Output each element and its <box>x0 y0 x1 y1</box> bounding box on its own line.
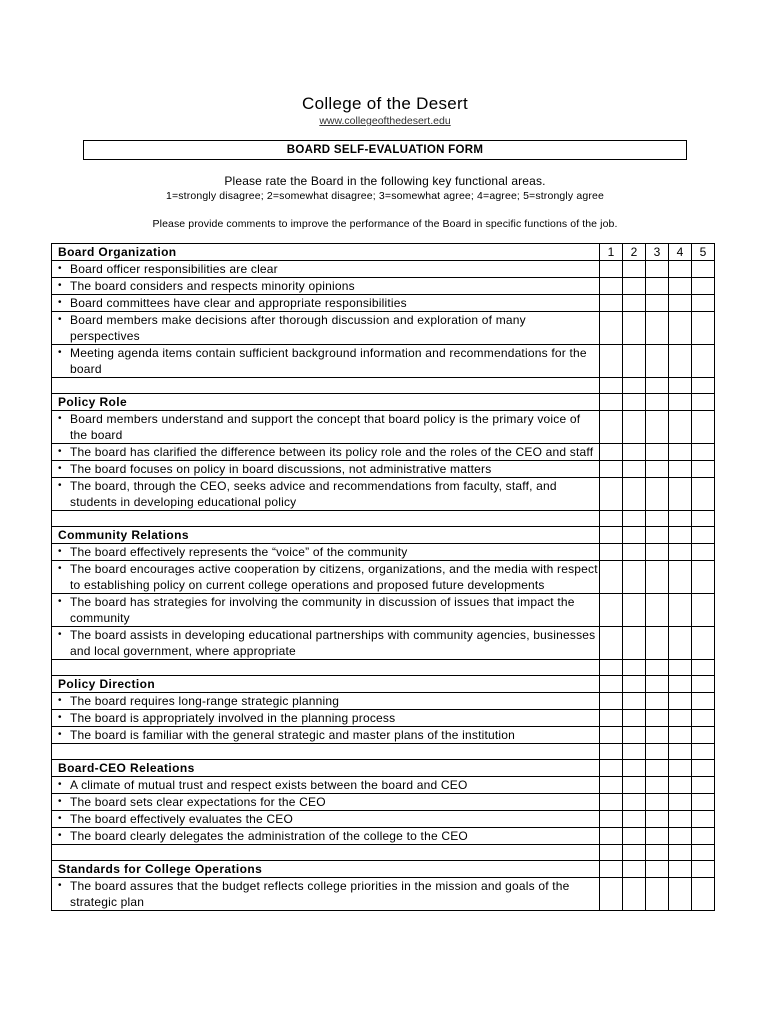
rating-cell[interactable] <box>669 295 692 312</box>
rating-cell[interactable] <box>623 527 646 544</box>
rating-cell[interactable] <box>669 878 692 911</box>
bullet-icon: • <box>58 446 62 457</box>
blank-row <box>52 511 715 527</box>
criterion-cell <box>52 710 600 727</box>
rating-cell[interactable] <box>669 676 692 693</box>
rating-cell[interactable] <box>692 278 715 295</box>
rating-cell[interactable] <box>669 861 692 878</box>
rating-cell[interactable] <box>600 478 623 511</box>
rating-cell[interactable] <box>623 845 646 861</box>
blank-cell <box>52 845 600 861</box>
bullet-icon: • <box>58 280 62 291</box>
rating-cell[interactable] <box>600 295 623 312</box>
bullet-icon: • <box>58 813 62 824</box>
rating-cell[interactable] <box>692 394 715 411</box>
rating-cell[interactable] <box>692 660 715 676</box>
rating-cell[interactable] <box>692 760 715 777</box>
rating-cell[interactable] <box>692 861 715 878</box>
rating-cell[interactable] <box>600 676 623 693</box>
rating-cell[interactable] <box>646 693 669 710</box>
rating-cell[interactable] <box>692 811 715 828</box>
criterion-text: The board encourages active cooperation by citizens, organizations, and the media with respect to establishing policy on current college operations and proposed future developments <box>70 562 598 592</box>
rating-cell[interactable] <box>646 411 669 444</box>
criterion-cell <box>52 278 600 295</box>
rating-cell[interactable] <box>669 727 692 744</box>
rating-cell[interactable] <box>646 527 669 544</box>
bullet-icon: • <box>58 695 62 706</box>
rating-cell[interactable] <box>692 693 715 710</box>
criterion-row <box>52 627 715 660</box>
bullet-icon: • <box>58 413 62 424</box>
rating-cell[interactable] <box>692 561 715 594</box>
rating-cell[interactable] <box>646 261 669 278</box>
criterion-cell <box>52 295 600 312</box>
criterion-text: The board focuses on policy in board discussions, not administrative matters <box>70 462 492 476</box>
rating-cell[interactable] <box>692 478 715 511</box>
criterion-row <box>52 828 715 845</box>
criterion-row <box>52 878 715 911</box>
rating-cell[interactable] <box>646 777 669 794</box>
rating-cell[interactable] <box>600 710 623 727</box>
rating-cell[interactable] <box>692 878 715 911</box>
criterion-row <box>52 811 715 828</box>
criterion-row <box>52 594 715 627</box>
rating-cell[interactable] <box>600 760 623 777</box>
rating-cell[interactable] <box>692 676 715 693</box>
criterion-cell <box>52 693 600 710</box>
rating-cell[interactable] <box>646 811 669 828</box>
bullet-icon: • <box>58 314 62 325</box>
bullet-icon: • <box>58 729 62 740</box>
rating-cell[interactable] <box>646 295 669 312</box>
section-title: Community Relations <box>52 527 600 544</box>
criterion-text: Board committees have clear and appropriate responsibilities <box>70 296 407 310</box>
form-title: BOARD SELF-EVALUATION FORM <box>83 140 687 160</box>
criterion-row <box>52 312 715 345</box>
rating-cell[interactable] <box>600 394 623 411</box>
rating-cell[interactable] <box>669 278 692 295</box>
rating-cell[interactable] <box>669 261 692 278</box>
rating-cell[interactable] <box>692 261 715 278</box>
rating-cell[interactable] <box>600 278 623 295</box>
section-title: Policy Role <box>52 394 600 411</box>
criterion-cell <box>52 627 600 660</box>
rating-cell[interactable] <box>600 794 623 811</box>
rating-cell[interactable] <box>646 345 669 378</box>
rating-cell[interactable] <box>692 295 715 312</box>
rating-cell[interactable] <box>623 544 646 561</box>
rating-cell[interactable] <box>600 693 623 710</box>
rating-cell[interactable] <box>600 527 623 544</box>
criterion-cell <box>52 261 600 278</box>
rating-cell[interactable] <box>692 444 715 461</box>
criterion-text: Meeting agenda items contain sufficient background information and recommendations for the board <box>70 346 587 376</box>
rating-cell[interactable] <box>669 710 692 727</box>
blank-cell <box>52 378 600 394</box>
bullet-icon: • <box>58 712 62 723</box>
rating-cell[interactable] <box>600 461 623 478</box>
section-header-row <box>52 676 715 693</box>
rating-cell[interactable] <box>669 378 692 394</box>
rating-cell[interactable] <box>646 378 669 394</box>
section-header-row <box>52 244 715 261</box>
criterion-row <box>52 544 715 561</box>
criterion-row <box>52 345 715 378</box>
criterion-cell <box>52 794 600 811</box>
criterion-text: The board sets clear expectations for the CEO <box>70 795 326 809</box>
rating-cell[interactable] <box>646 627 669 660</box>
criterion-text: The board clearly delegates the administration of the college to the CEO <box>70 829 468 843</box>
rating-cell[interactable] <box>669 394 692 411</box>
criterion-cell <box>52 411 600 444</box>
criterion-text: The board requires long-range strategic planning <box>70 694 340 708</box>
criterion-row <box>52 710 715 727</box>
rating-cell[interactable] <box>646 278 669 295</box>
criterion-row <box>52 478 715 511</box>
rating-cell[interactable] <box>669 794 692 811</box>
rating-column-header: 5 <box>692 244 715 261</box>
rating-cell[interactable] <box>623 378 646 394</box>
rating-cell[interactable] <box>646 794 669 811</box>
rating-cell[interactable] <box>669 345 692 378</box>
rating-cell[interactable] <box>646 511 669 527</box>
rating-cell[interactable] <box>646 828 669 845</box>
rating-cell[interactable] <box>669 627 692 660</box>
rating-cell[interactable] <box>669 478 692 511</box>
criterion-text: The board, through the CEO, seeks advice and recommendations from faculty, staff, and students in developing educational policy <box>70 479 557 509</box>
criterion-text: Board officer responsibilities are clear <box>70 262 278 276</box>
rating-cell[interactable] <box>623 710 646 727</box>
rating-cell[interactable] <box>669 660 692 676</box>
rating-cell[interactable] <box>646 878 669 911</box>
criterion-cell <box>52 444 600 461</box>
section-title: Standards for College Operations <box>52 861 600 878</box>
rating-cell[interactable] <box>669 845 692 861</box>
rating-cell[interactable] <box>600 594 623 627</box>
criterion-row <box>52 411 715 444</box>
rating-cell[interactable] <box>623 394 646 411</box>
section-header-row <box>52 861 715 878</box>
rating-instructions: Please rate the Board in the following key functional areas. <box>224 174 546 188</box>
rating-column-header: 2 <box>623 244 646 261</box>
criterion-text: The board effectively evaluates the CEO <box>70 812 294 826</box>
section-header-row <box>52 760 715 777</box>
rating-cell[interactable] <box>600 312 623 345</box>
rating-cell[interactable] <box>669 594 692 627</box>
rating-cell[interactable] <box>623 411 646 444</box>
criterion-cell <box>52 561 600 594</box>
criterion-cell <box>52 461 600 478</box>
rating-cell[interactable] <box>623 444 646 461</box>
rating-cell[interactable] <box>600 561 623 594</box>
rating-cell[interactable] <box>646 660 669 676</box>
rating-cell[interactable] <box>623 261 646 278</box>
rating-cell[interactable] <box>623 461 646 478</box>
rating-cell[interactable] <box>692 777 715 794</box>
criterion-cell <box>52 312 600 345</box>
rating-cell[interactable] <box>692 527 715 544</box>
bullet-icon: • <box>58 629 62 640</box>
criterion-row <box>52 777 715 794</box>
rating-cell[interactable] <box>646 594 669 627</box>
rating-cell[interactable] <box>669 777 692 794</box>
rating-cell[interactable] <box>692 744 715 760</box>
bullet-icon: • <box>58 546 62 557</box>
bullet-icon: • <box>58 563 62 574</box>
criterion-row <box>52 561 715 594</box>
rating-cell[interactable] <box>669 811 692 828</box>
rating-cell[interactable] <box>600 627 623 660</box>
rating-cell[interactable] <box>623 727 646 744</box>
rating-cell[interactable] <box>646 676 669 693</box>
rating-cell[interactable] <box>669 411 692 444</box>
criterion-row <box>52 461 715 478</box>
rating-cell[interactable] <box>646 394 669 411</box>
rating-cell[interactable] <box>600 444 623 461</box>
rating-cell[interactable] <box>623 676 646 693</box>
section-header-row <box>52 394 715 411</box>
rating-cell[interactable] <box>646 478 669 511</box>
bullet-icon: • <box>58 796 62 807</box>
criterion-row <box>52 727 715 744</box>
rating-cell[interactable] <box>646 561 669 594</box>
blank-cell <box>52 744 600 760</box>
rating-cell[interactable] <box>669 828 692 845</box>
rating-column-header: 3 <box>646 244 669 261</box>
criterion-text: The board effectively represents the “voice” of the community <box>70 545 408 559</box>
rating-cell[interactable] <box>600 511 623 527</box>
rating-cell[interactable] <box>692 845 715 861</box>
rating-cell[interactable] <box>623 561 646 594</box>
rating-cell[interactable] <box>623 295 646 312</box>
rating-cell[interactable] <box>692 511 715 527</box>
criterion-cell <box>52 777 600 794</box>
rating-cell[interactable] <box>623 511 646 527</box>
criterion-row <box>52 693 715 710</box>
comments-note: Please provide comments to improve the performance of the Board in specific functions of the job. <box>152 218 618 230</box>
rating-cell[interactable] <box>600 411 623 444</box>
rating-cell[interactable] <box>692 544 715 561</box>
bullet-icon: • <box>58 463 62 474</box>
rating-cell[interactable] <box>600 544 623 561</box>
rating-cell[interactable] <box>623 478 646 511</box>
rating-column-header: 4 <box>669 244 692 261</box>
criterion-cell <box>52 727 600 744</box>
section-title: Board Organization <box>52 244 600 261</box>
rating-cell[interactable] <box>646 544 669 561</box>
rating-cell[interactable] <box>669 527 692 544</box>
rating-cell[interactable] <box>646 760 669 777</box>
rating-cell[interactable] <box>692 794 715 811</box>
rating-cell[interactable] <box>600 261 623 278</box>
rating-cell[interactable] <box>600 345 623 378</box>
rating-cell[interactable] <box>692 828 715 845</box>
criterion-cell <box>52 878 600 911</box>
rating-cell[interactable] <box>600 744 623 760</box>
blank-row <box>52 845 715 861</box>
criterion-row <box>52 295 715 312</box>
bullet-icon: • <box>58 880 62 891</box>
section-title: Policy Direction <box>52 676 600 693</box>
rating-column-header: 1 <box>600 244 623 261</box>
rating-cell[interactable] <box>692 727 715 744</box>
rating-cell[interactable] <box>646 861 669 878</box>
bullet-icon: • <box>58 297 62 308</box>
college-url-link[interactable]: www.collegeofthedesert.edu <box>319 115 451 127</box>
criterion-row <box>52 444 715 461</box>
rating-cell[interactable] <box>669 760 692 777</box>
rating-scale-legend: 1=strongly disagree; 2=somewhat disagree; 3=somewhat agree; 4=agree; 5=strongly agree <box>166 190 604 202</box>
criterion-row <box>52 261 715 278</box>
rating-cell[interactable] <box>692 710 715 727</box>
criterion-cell <box>52 594 600 627</box>
rating-cell[interactable] <box>623 627 646 660</box>
rating-cell[interactable] <box>600 828 623 845</box>
rating-cell[interactable] <box>623 278 646 295</box>
rating-cell[interactable] <box>600 878 623 911</box>
rating-cell[interactable] <box>669 444 692 461</box>
criterion-text: The board assists in developing educational partnerships with community agencies, businesses and local government, where appropriate <box>70 628 596 658</box>
bullet-icon: • <box>58 830 62 841</box>
criterion-text: Board members make decisions after thorough discussion and exploration of many perspectives <box>70 313 526 343</box>
section-header-row <box>52 527 715 544</box>
criterion-text: The board considers and respects minority opinions <box>70 279 355 293</box>
blank-cell <box>52 511 600 527</box>
criterion-cell <box>52 544 600 561</box>
blank-row <box>52 744 715 760</box>
rating-cell[interactable] <box>692 627 715 660</box>
rating-cell[interactable] <box>669 693 692 710</box>
rating-cell[interactable] <box>692 345 715 378</box>
criterion-row <box>52 278 715 295</box>
criterion-text: The board has clarified the difference between its policy role and the roles of the CEO and staff <box>70 445 594 459</box>
rating-cell[interactable] <box>646 444 669 461</box>
rating-cell[interactable] <box>646 461 669 478</box>
criterion-text: The board has strategies for involving the community in discussion of issues that impact the community <box>70 595 575 625</box>
rating-cell[interactable] <box>623 828 646 845</box>
page-title: College of the Desert <box>302 94 468 113</box>
criterion-text: The board assures that the budget reflects college priorities in the mission and goals of the strategic plan <box>70 879 570 909</box>
bullet-icon: • <box>58 779 62 790</box>
rating-cell[interactable] <box>600 861 623 878</box>
rating-cell[interactable] <box>623 861 646 878</box>
rating-cell[interactable] <box>669 561 692 594</box>
blank-row <box>52 378 715 394</box>
rating-cell[interactable] <box>692 461 715 478</box>
rating-cell[interactable] <box>692 411 715 444</box>
rating-cell[interactable] <box>669 312 692 345</box>
rating-cell[interactable] <box>669 744 692 760</box>
rating-cell[interactable] <box>623 660 646 676</box>
rating-cell[interactable] <box>623 878 646 911</box>
criterion-cell <box>52 811 600 828</box>
rating-cell[interactable] <box>646 744 669 760</box>
rating-cell[interactable] <box>669 511 692 527</box>
bullet-icon: • <box>58 596 62 607</box>
rating-cell[interactable] <box>600 845 623 861</box>
rating-cell[interactable] <box>623 345 646 378</box>
criterion-cell <box>52 828 600 845</box>
rating-cell[interactable] <box>646 727 669 744</box>
rating-cell[interactable] <box>600 660 623 676</box>
section-title: Board-CEO Releations <box>52 760 600 777</box>
rating-cell[interactable] <box>600 811 623 828</box>
blank-row <box>52 660 715 676</box>
blank-cell <box>52 660 600 676</box>
rating-cell[interactable] <box>646 312 669 345</box>
rating-cell[interactable] <box>623 312 646 345</box>
criterion-text: The board is appropriately involved in the planning process <box>70 711 396 725</box>
rating-cell[interactable] <box>692 312 715 345</box>
rating-cell[interactable] <box>669 544 692 561</box>
evaluation-table <box>51 243 715 911</box>
rating-cell[interactable] <box>600 727 623 744</box>
rating-cell[interactable] <box>623 744 646 760</box>
criterion-row <box>52 794 715 811</box>
rating-cell[interactable] <box>646 845 669 861</box>
bullet-icon: • <box>58 263 62 274</box>
rating-cell[interactable] <box>623 693 646 710</box>
rating-cell[interactable] <box>623 811 646 828</box>
rating-cell[interactable] <box>646 710 669 727</box>
rating-cell[interactable] <box>623 594 646 627</box>
rating-cell[interactable] <box>623 760 646 777</box>
criterion-text: Board members understand and support the concept that board policy is the primary voice of the board <box>70 412 581 442</box>
rating-cell[interactable] <box>692 594 715 627</box>
bullet-icon: • <box>58 480 62 491</box>
criterion-text: The board is familiar with the general strategic and master plans of the institution <box>70 728 516 742</box>
rating-cell[interactable] <box>600 777 623 794</box>
criterion-cell <box>52 345 600 378</box>
rating-cell[interactable] <box>623 794 646 811</box>
rating-cell[interactable] <box>692 378 715 394</box>
bullet-icon: • <box>58 347 62 358</box>
criterion-text: A climate of mutual trust and respect exists between the board and CEO <box>70 778 468 792</box>
rating-cell[interactable] <box>600 378 623 394</box>
criterion-cell <box>52 478 600 511</box>
rating-cell[interactable] <box>623 777 646 794</box>
rating-cell[interactable] <box>669 461 692 478</box>
